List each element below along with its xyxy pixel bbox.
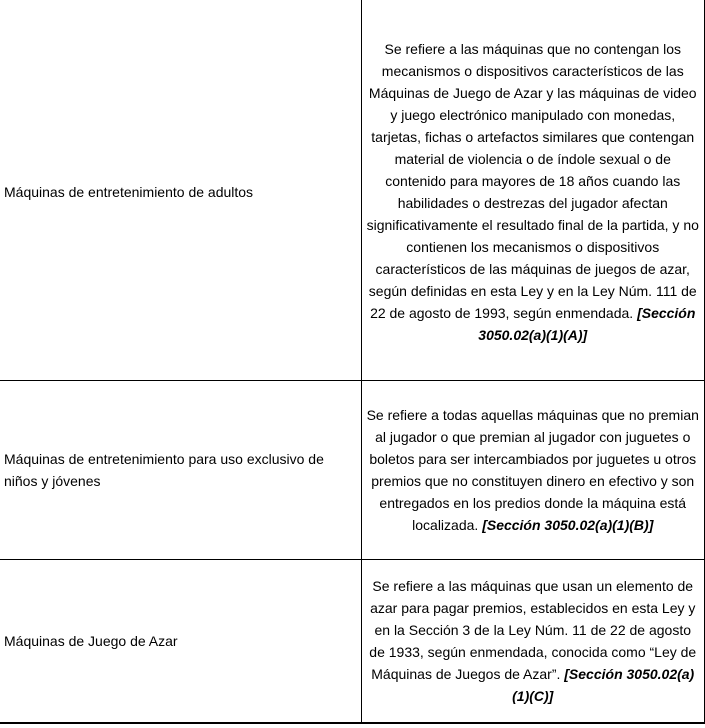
citation-text: [Sección 3050.02(a)(1)(C)]	[512, 666, 695, 704]
citation-text: [Sección 3050.02(a)(1)(B)]	[482, 517, 654, 533]
citation-text: [Sección 3050.02(a)(1)(A)]	[478, 304, 696, 343]
definition-text: Se refiere a las máquinas que usan un elemento de azar para pagar premios, establecidos en esta Ley y en la Sección 3 de la Ley Núm. 11 de 22 de agosto de 1933, según enmendada, conocida como “Ley de Máquinas de Juegos de Azar”.	[369, 578, 697, 682]
definition-text: Se refiere a las máquinas que no contengan los mecanismos o dispositivos característicos de las Máquinas de Juego de Azar y las máquinas de video y juego electrónico manipulado con monedas, tarjetas, fichas o artefactos similares que contengan material de violencia o de índole sexual o de contenido para mayores de 18 años cuando las habilidades o destrezas del jugador afectan significativamente el resultado final de la partida, y no contienen los mecanismos o dispositivos característicos de las máquinas de juegos de azar, según definidas en esta Ley y en la Ley Núm. 111 de 22 de agosto de 1993, según enmendada.	[366, 40, 699, 321]
term-cell	[0, 381, 361, 560]
definition-text: Se refiere a todas aquellas máquinas que no premian al jugador o que premian al jugador con juguetes o boletos para ser intercambiados por juguetes u otros premios que no constituyen dinero en efectivo y son entregados en los predios donde la máquina está localizada.	[366, 407, 699, 533]
table-row	[0, 560, 705, 724]
table-row	[0, 381, 705, 560]
term-cell	[0, 560, 361, 724]
term-text: Máquinas de entretenimiento de adultos	[4, 183, 254, 200]
definition-cell	[361, 0, 705, 381]
definition-cell	[361, 560, 705, 724]
term-text: Máquinas de entretenimiento para uso exclusivo de niños y jóvenes	[4, 451, 324, 489]
definition-cell	[361, 381, 705, 560]
term-cell	[0, 0, 361, 381]
term-text: Máquinas de Juego de Azar	[4, 633, 178, 649]
